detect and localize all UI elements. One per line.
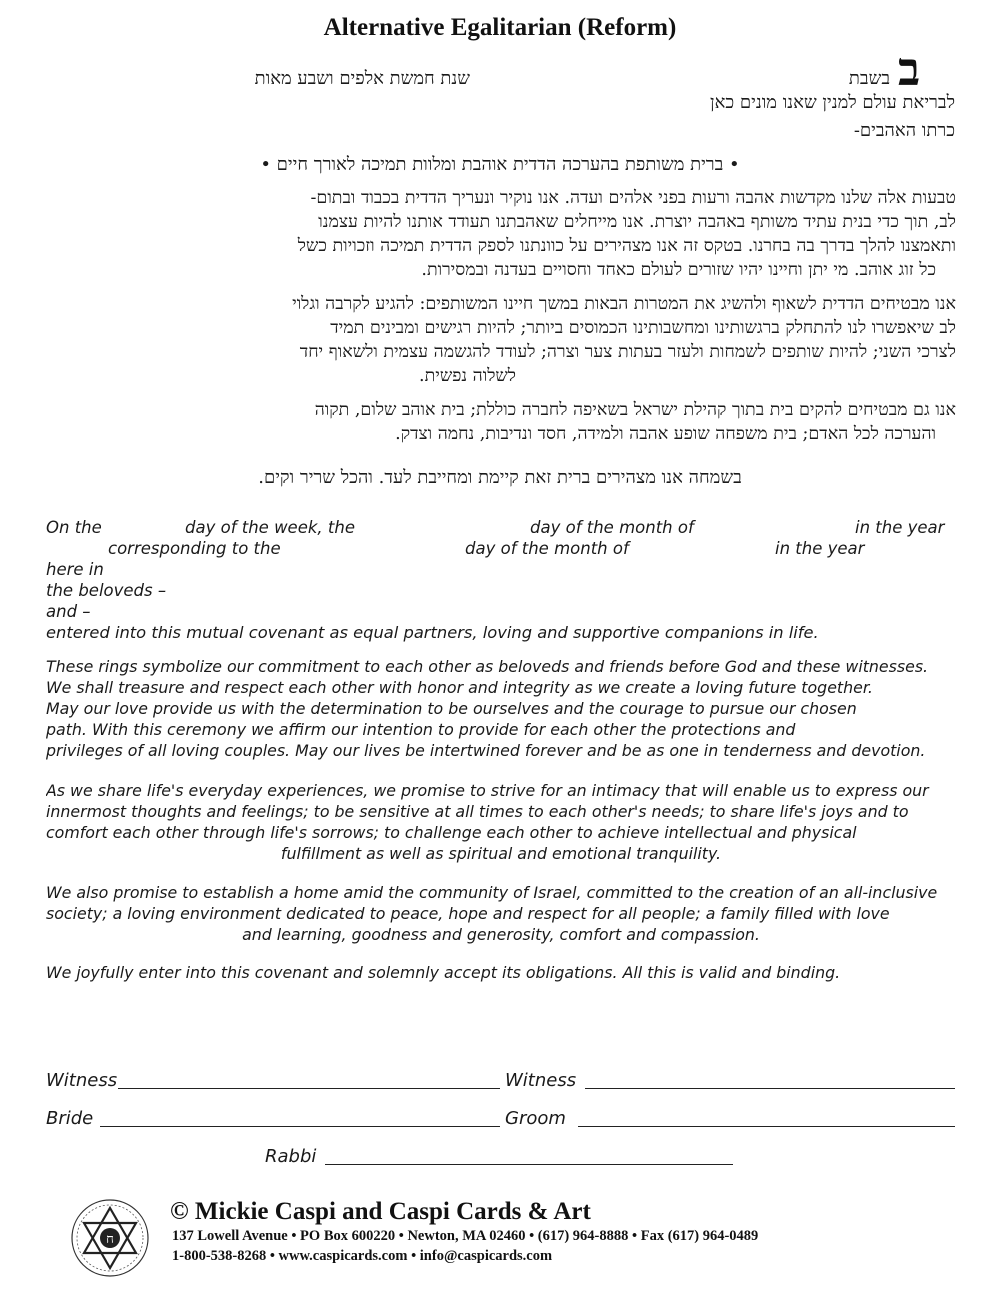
day-of-week-label: day of the week, the xyxy=(185,518,355,537)
groom-label: Groom xyxy=(505,1108,566,1129)
english-p3-line: and learning, goodness and generosity, comfort and compassion. xyxy=(242,925,760,944)
english-paragraph-3 xyxy=(46,882,956,945)
day-of-month-label: day of the month of xyxy=(530,518,694,537)
hebrew-p1-line: כל זוג אוהב. מי יתן וחיינו יהיו שזורים לעולם כאחד וחסויים בעדנה ובמסירות. xyxy=(421,260,936,280)
hebrew-initial-letter: ב xyxy=(898,42,921,96)
hebrew-line2: לבריאת עולם למנין שאנו מונים כאן xyxy=(709,92,955,113)
english-p1-line: privileges of all loving couples. May our lives be intertwined forever and be as one in tenderness and devotion. xyxy=(46,741,926,760)
on-the-label: On the xyxy=(46,518,102,537)
contact-text: 1-800-538-8268 • www.caspicards.com • info@caspicards.com xyxy=(172,1248,553,1264)
corresponding-label: corresponding to the xyxy=(108,539,281,558)
hebrew-p3-line: והערכה לכל האדם; בית משפחה שופע אהבה ולמידה, חסד ונדיבות, נחמה וצדק. xyxy=(395,424,936,444)
witness-right-label: Witness xyxy=(505,1070,577,1091)
hebrew-p2-line: לשלוה נפשית. xyxy=(419,366,516,386)
hebrew-paragraph-4: בשמחה אנו מצהירים ברית זאת קיימת ומחייבת לעד. והכל שריר וקים. xyxy=(258,467,742,488)
english-p4-line: We joyfully enter into this covenant and solemnly accept its obligations. All this is valid and binding. xyxy=(46,963,841,982)
hebrew-line1-right: בשבת xyxy=(848,68,890,89)
copyright-text: © Mickie Caspi and Caspi Cards & Art xyxy=(170,1198,591,1225)
hebrew-p2-line: אנו מבטיחים הדדית לשאוף ולהשיג את המטרות הבאות במשך חיינו המשותפים: להגיע לקרבה וגלוי xyxy=(292,294,956,314)
hebrew-p1-line: לב, תוך כדי בנית עתיד משותף באהבה יוצרת. אנו מייחלים שאהבתנו תעודד אותנו להיות עצמנו xyxy=(318,212,956,232)
english-paragraph-2 xyxy=(46,780,956,864)
english-p3-line: We also promise to establish a home amid the community of Israel, committed to the creation of an all-inclusive xyxy=(46,883,938,902)
english-paragraph-1 xyxy=(46,656,956,761)
hebrew-p1-line: ותאמצנו להלך בדרך בה בחרנו. בטקס זה אנו מצהירים על כוונתנו לספק הדדית תמיכה וזכויות כשל xyxy=(297,236,956,256)
in-the-year-label: in the year xyxy=(855,518,945,537)
rabbi-label: Rabbi xyxy=(265,1146,317,1167)
english-p2-line: As we share life's everyday experiences, we promise to strive for an intimacy that will enable us to express our xyxy=(46,781,929,800)
hebrew-line1-left: שנת חמשת אלפים ושבע מאות xyxy=(254,68,470,89)
hebrew-p2-line: לצרכי השני; להיות שותפים לשמחות ולעזר בעתות צער וצרה; לעודד להגשמה עצמית ולשאוף יחד xyxy=(299,342,956,362)
english-p2-line: innermost thoughts and feelings; to be sensitive at all times to each other's needs; to share life's joys and to xyxy=(46,802,909,821)
and-label: and – xyxy=(46,602,91,621)
star-of-david-seal-icon xyxy=(68,1196,152,1280)
in-the-year-label-2: in the year xyxy=(775,539,865,558)
hebrew-p2-line: לב שיאפשרו לנו להתחלק ברגשותינו ומחשבותינו הכמוסים ביותר; להיות רגישים ומבינים תמיד xyxy=(330,318,956,338)
groom-signature-line[interactable] xyxy=(578,1126,955,1127)
beloveds-label: the beloveds – xyxy=(46,581,167,600)
bride-signature-line[interactable] xyxy=(100,1126,500,1127)
hebrew-covenant-line: • ברית משותפת בהערכה הדדית אוהבת ומלוות תמיכה לאורך חיים • xyxy=(260,154,740,175)
hebrew-line3: כרתו האהבים- xyxy=(853,120,955,141)
witness-left-label: Witness xyxy=(46,1070,118,1091)
entered-covenant-line: entered into this mutual covenant as equal partners, loving and supportive companions in life. xyxy=(46,623,819,642)
english-p2-line: comfort each other through life's sorrows; to challenge each other to achieve intellectual and physical xyxy=(46,823,857,842)
english-p1-line: May our love provide us with the determination to be ourselves and the courage to pursue our chosen xyxy=(46,699,857,718)
hebrew-paragraph-2 xyxy=(46,292,956,388)
witness-left-signature-line[interactable] xyxy=(118,1088,500,1089)
page-title: Alternative Egalitarian (Reform) xyxy=(323,14,677,41)
hebrew-paragraph-1 xyxy=(46,186,956,282)
address-text: 137 Lowell Avenue • PO Box 600220 • Newton, MA 02460 • (617) 964-8888 • Fax (617) 964-0489 xyxy=(172,1228,759,1244)
rabbi-signature-line[interactable] xyxy=(325,1164,733,1165)
hebrew-p3-line: אנו גם מבטיחים להקים בית בתוך קהילת ישראל בשאיפה לחברה כוללת; בית אוהב שלום, תקוה xyxy=(314,400,956,420)
svg-text:ח: ח xyxy=(106,1232,114,1247)
hebrew-p1-line: טבעות אלה שלנו מקדשות אהבה ורעות בפני אלהים ועדה. אנו נוקיר ונעריך הדדית בכבוד ובתום- xyxy=(310,188,956,208)
english-p1-line: These rings symbolize our commitment to each other as beloveds and friends before God and these witnesses. xyxy=(46,657,929,676)
english-p1-line: path. With this ceremony we affirm our intention to provide for each other the protections and xyxy=(46,720,796,739)
here-in-label: here in xyxy=(46,560,104,579)
english-paragraph-4 xyxy=(46,962,956,983)
english-p3-line: society; a loving environment dedicated to peace, hope and respect for all people; a family filled with love xyxy=(46,904,890,923)
english-p1-line: We shall treasure and respect each other with honor and integrity as we create a loving future together. xyxy=(46,678,873,697)
english-p2-line: fulfillment as well as spiritual and emotional tranquility. xyxy=(280,844,722,863)
witness-right-signature-line[interactable] xyxy=(585,1088,955,1089)
hebrew-paragraph-3 xyxy=(46,398,956,446)
bride-label: Bride xyxy=(46,1108,94,1129)
day-of-month-label-2: day of the month of xyxy=(465,539,629,558)
